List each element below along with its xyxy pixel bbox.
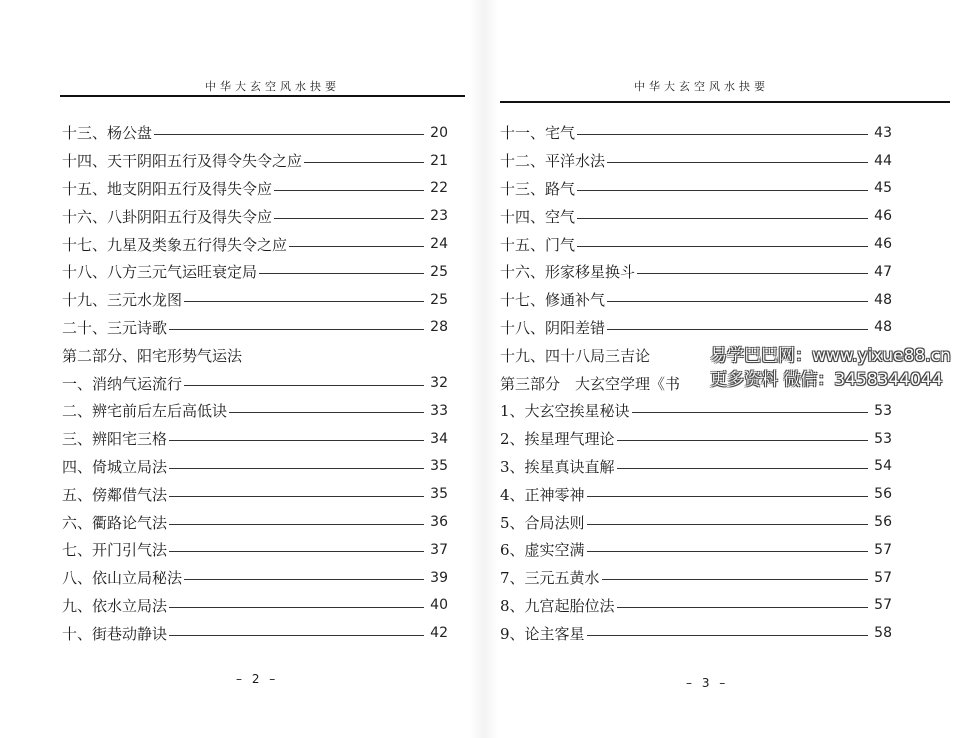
toc-entry (500, 592, 892, 620)
page-number: – 2 – (236, 672, 279, 686)
toc-entry-page: 40 (430, 597, 448, 614)
toc-entry-page: 36 (430, 514, 448, 531)
toc-entry-page: 57 (874, 597, 892, 614)
toc-entry-title: 十五、地支阴阳五行及得失令应 (62, 179, 273, 198)
toc-entry-title: 十一、宅气 (500, 124, 576, 143)
toc-entry (62, 147, 448, 175)
toc-entry-title: 三、辨阳宅三格 (62, 430, 168, 449)
toc-entry (62, 119, 448, 147)
toc-entry-title: 十四、天干阴阳五行及得令失令之应 (62, 152, 303, 171)
dot-leader (607, 301, 868, 302)
dot-leader (602, 579, 869, 580)
toc-entry-page: 47 (874, 263, 892, 280)
toc-entry (62, 286, 448, 314)
toc-entry-page: 56 (874, 514, 892, 531)
toc-entry-page: 48 (874, 291, 892, 308)
toc-entry-page: 45 (874, 180, 892, 197)
table-of-contents (62, 119, 448, 647)
toc-entry-page: 24 (430, 236, 448, 253)
dot-leader (184, 301, 424, 302)
toc-entry (62, 425, 448, 453)
dot-leader (607, 162, 868, 163)
dot-leader (577, 134, 868, 135)
toc-entry-page: 54 (874, 458, 892, 475)
running-head: 中华大玄空风水抉要 (634, 80, 769, 93)
toc-entry (62, 202, 448, 230)
toc-entry-page: 28 (430, 319, 448, 336)
toc-entry-title: 十七、九星及类象五行得失令之应 (62, 235, 288, 254)
toc-entry (500, 564, 892, 592)
toc-entry-title: 九、依水立局法 (62, 596, 168, 615)
toc-entry-page: 21 (430, 152, 448, 169)
dot-leader (587, 524, 869, 525)
toc-entry-title: 第二部分、阳宅形势气运法 (62, 346, 243, 365)
dot-leader (169, 496, 424, 497)
toc-entry (500, 480, 892, 508)
toc-entry-title: 十六、形家移星换斗 (500, 263, 636, 282)
toc-entry-title: 一、消纳气运流行 (62, 374, 183, 393)
toc-entry (62, 536, 448, 564)
toc-entry (500, 619, 892, 647)
toc-entry-title: 十六、八卦阴阳五行及得失令应 (62, 207, 273, 226)
toc-entry (500, 230, 892, 258)
toc-entry-title: 7、三元五黄水 (500, 569, 600, 588)
toc-entry-title: 十九、三元水龙图 (62, 291, 183, 310)
toc-entry (500, 508, 892, 536)
toc-entry-page: 43 (874, 124, 892, 141)
toc-entry-title: 二十、三元诗歌 (62, 318, 168, 337)
toc-entry (62, 230, 448, 258)
toc-entry-page: 46 (874, 236, 892, 253)
toc-entry (500, 286, 892, 314)
toc-entry-title: 十八、八方三元气运旺衰定局 (62, 263, 258, 282)
dot-leader (617, 440, 869, 441)
toc-entry (62, 341, 448, 369)
toc-entry (500, 202, 892, 230)
dot-leader (577, 218, 868, 219)
toc-entry-page: 46 (874, 208, 892, 225)
toc-entry-title: 9、论主客星 (500, 624, 585, 643)
toc-entry-title: 二、辨宅前后左后高低诀 (62, 402, 228, 421)
watermark-line: 易学巴巴网：www.yixue88.cn (710, 346, 951, 366)
dot-leader (154, 134, 424, 135)
toc-entry-title: 1、大玄空挨星秘诀 (500, 402, 630, 421)
header-rule (500, 101, 950, 103)
toc-entry-page: 42 (430, 625, 448, 642)
toc-entry-title: 2、挨星理气理论 (500, 430, 615, 449)
toc-entry-title: 十三、路气 (500, 179, 576, 198)
watermark-line: 更多资料 微信：3458344044 (710, 370, 943, 390)
toc-entry (500, 119, 892, 147)
toc-entry-title: 十九、四十八局三吉论 (500, 346, 651, 365)
toc-entry-page: 39 (430, 569, 448, 586)
dot-leader (274, 190, 424, 191)
toc-entry-title: 第三部分 大玄空学理《书 (500, 374, 681, 393)
toc-entry (500, 453, 892, 481)
toc-entry-page: 25 (430, 291, 448, 308)
toc-entry-page: 37 (430, 541, 448, 558)
dot-leader (587, 551, 869, 552)
toc-entry (62, 397, 448, 425)
dot-leader (184, 385, 424, 386)
toc-entry-title: 6、虚实空满 (500, 541, 585, 560)
toc-entry-title: 十二、平洋水法 (500, 152, 606, 171)
dot-leader (259, 273, 424, 274)
watermark (710, 344, 951, 392)
toc-entry (500, 536, 892, 564)
toc-entry-title: 八、依山立局秘法 (62, 569, 183, 588)
toc-entry (62, 369, 448, 397)
toc-entry (62, 508, 448, 536)
toc-entry (500, 397, 892, 425)
toc-entry (62, 314, 448, 342)
toc-entry-page: 53 (874, 402, 892, 419)
dot-leader (169, 635, 424, 636)
dot-leader (304, 162, 424, 163)
toc-entry-page: 53 (874, 430, 892, 447)
toc-entry-title: 四、倚城立局法 (62, 457, 168, 476)
toc-entry (500, 258, 892, 286)
toc-entry-title: 十、街巷动静诀 (62, 624, 168, 643)
toc-entry (62, 453, 448, 481)
toc-entry (62, 564, 448, 592)
dot-leader (632, 412, 869, 413)
dot-leader (577, 190, 868, 191)
toc-entry (62, 619, 448, 647)
dot-leader (184, 579, 424, 580)
toc-entry-page: 22 (430, 180, 448, 197)
toc-entry-page: 57 (874, 541, 892, 558)
toc-entry-page: 35 (430, 486, 448, 503)
dot-leader (169, 551, 424, 552)
toc-entry (500, 425, 892, 453)
toc-entry (500, 147, 892, 175)
dot-leader (169, 468, 424, 469)
toc-entry-page: 34 (430, 430, 448, 447)
dot-leader (577, 246, 868, 247)
toc-entry-page: 57 (874, 569, 892, 586)
dot-leader (169, 329, 424, 330)
dot-leader (607, 329, 868, 330)
page-number: – 3 – (686, 676, 729, 690)
toc-entry-page: 32 (430, 375, 448, 392)
toc-entry-title: 十四、空气 (500, 207, 576, 226)
dot-leader (617, 468, 869, 469)
dot-leader (587, 635, 869, 636)
toc-entry (62, 175, 448, 203)
toc-entry-page: 48 (874, 319, 892, 336)
toc-entry-page: 20 (430, 124, 448, 141)
toc-entry-title: 十八、阴阳差错 (500, 318, 606, 337)
dot-leader (289, 246, 424, 247)
dot-leader (169, 440, 424, 441)
dot-leader (587, 496, 869, 497)
toc-entry-title: 十五、门气 (500, 235, 576, 254)
toc-entry-page: 58 (874, 625, 892, 642)
toc-entry-title: 8、九宫起胎位法 (500, 596, 615, 615)
toc-entry (500, 314, 892, 342)
dot-leader (617, 607, 869, 608)
toc-entry-title: 七、开门引气法 (62, 541, 168, 560)
toc-entry-page: 25 (430, 263, 448, 280)
toc-entry-page: 23 (430, 208, 448, 225)
dot-leader (274, 218, 424, 219)
toc-entry (62, 592, 448, 620)
header-rule (60, 95, 465, 97)
toc-entry-page: 56 (874, 486, 892, 503)
toc-entry-title: 4、正神零神 (500, 485, 585, 504)
toc-entry-page: 35 (430, 458, 448, 475)
toc-entry-page: 33 (430, 402, 448, 419)
toc-entry (500, 175, 892, 203)
toc-entry-title: 5、合局法则 (500, 513, 585, 532)
toc-entry (62, 258, 448, 286)
toc-entry-title: 3、挨星真诀直解 (500, 457, 615, 476)
running-head: 中华大玄空风水抉要 (205, 80, 340, 93)
dot-leader (169, 524, 424, 525)
dot-leader (229, 412, 424, 413)
toc-entry-title: 十七、修通补气 (500, 291, 606, 310)
toc-entry-title: 十三、杨公盘 (62, 124, 153, 143)
dot-leader (169, 607, 424, 608)
toc-entry-title: 六、衢路论气法 (62, 513, 168, 532)
dot-leader (637, 273, 868, 274)
toc-entry-title: 五、傍鄰借气法 (62, 485, 168, 504)
toc-entry-page: 44 (874, 152, 892, 169)
toc-entry (62, 480, 448, 508)
